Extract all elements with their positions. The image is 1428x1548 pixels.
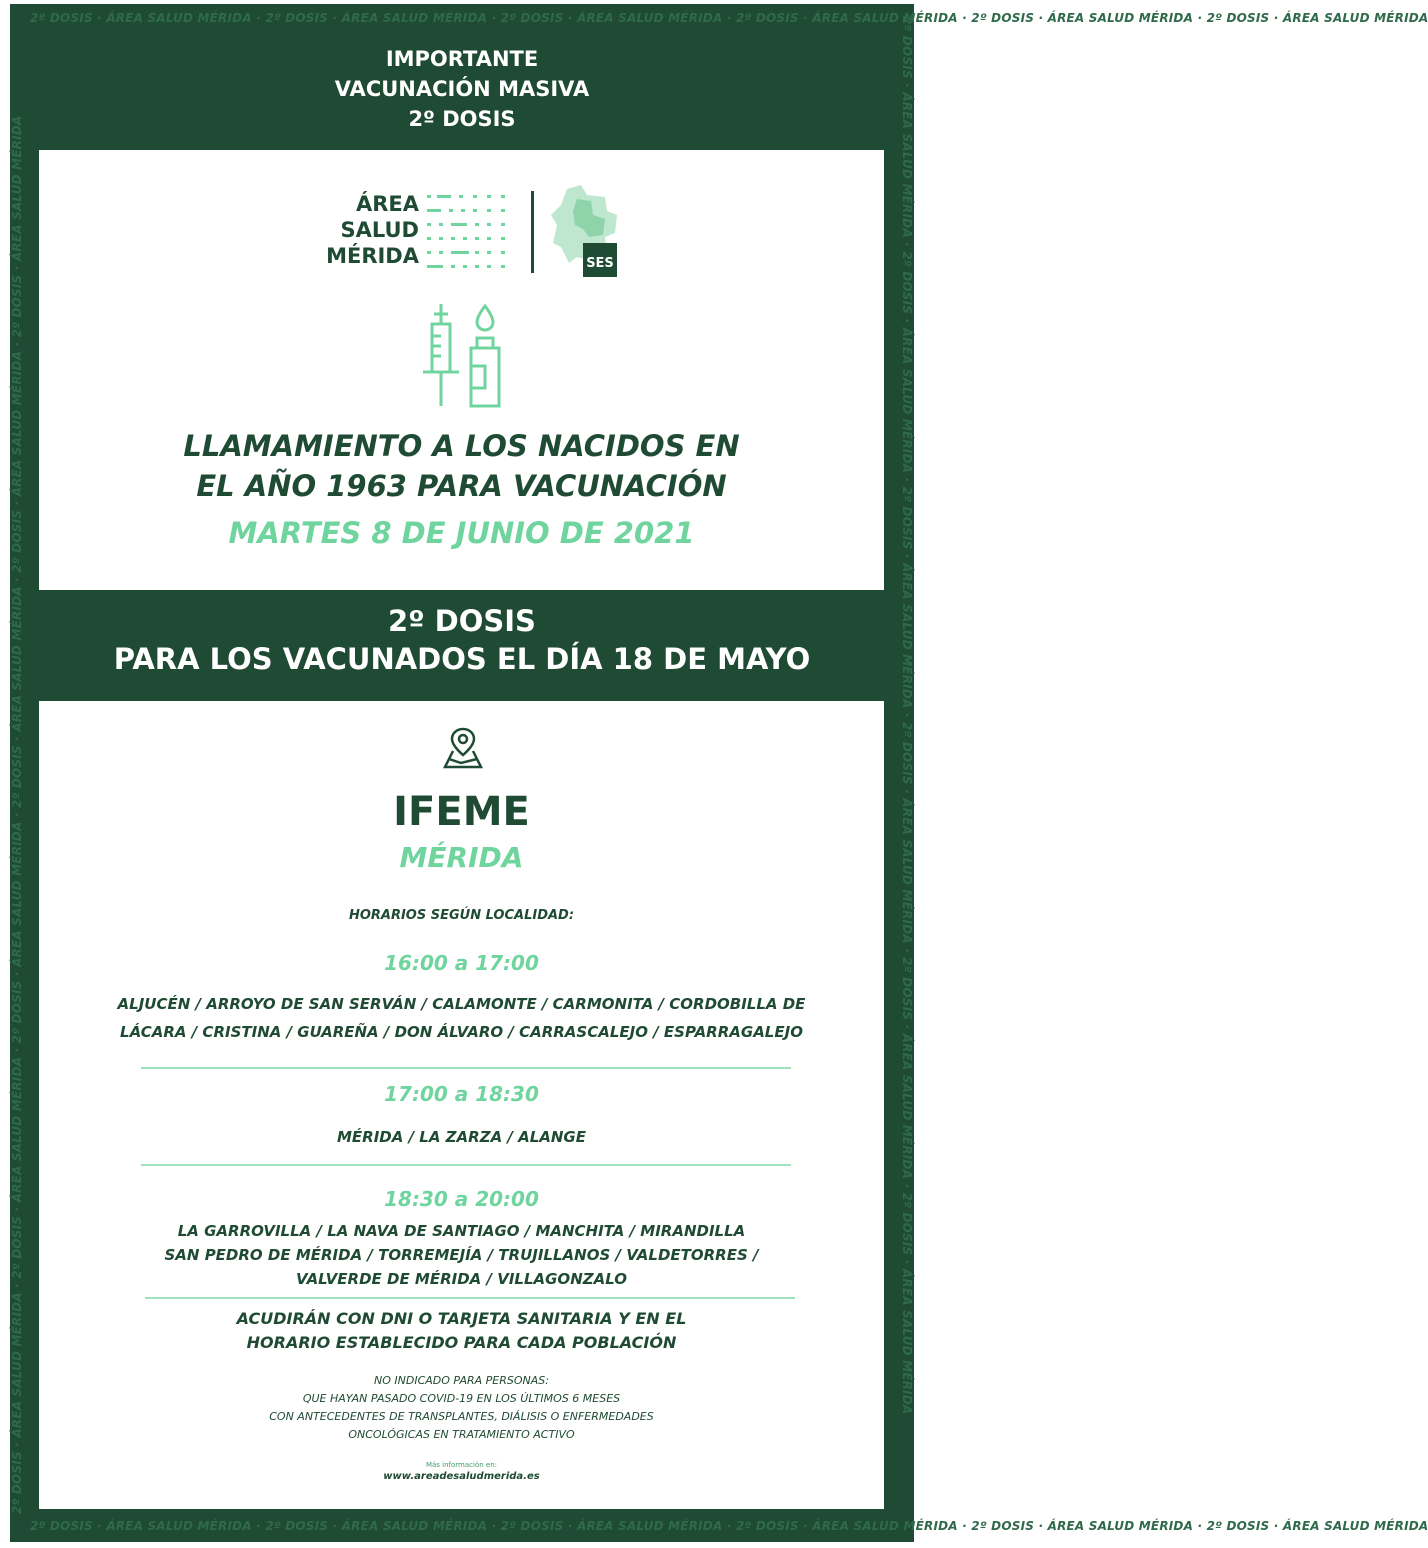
border-text-bottom: 2º DOSIS · ÁREA SALUD MÉRIDA · 2º DOSIS · ÁREA SALUD MÉRIDA · 2º DOSIS · ÁREA SALUD MÉRIDA · 2º DOSIS · ÁREA SALUD MÉRIDA · 2º DOSIS · ÁREA SALUD MÉRIDA · 2º DOSIS · ÁREA SALUD MÉRIDA bbox=[30, 1519, 1428, 1533]
notice-line-2: HORARIO ESTABLECIDO PARA CADA POBLACIÓN bbox=[246, 1333, 677, 1352]
header-line-vacunacion: VACUNACIÓN MASIVA bbox=[334, 77, 590, 101]
slot-time-2: 17:00 a 18:30 bbox=[384, 1082, 539, 1106]
header-line-dosis: 2º DOSIS bbox=[408, 107, 516, 131]
website-link[interactable]: www.areadesaludmerida.es bbox=[383, 1471, 540, 1482]
contraindications-disclaimer bbox=[39, 1372, 884, 1444]
call-title-line-2: EL AÑO 1963 PARA VACUNACIÓN bbox=[196, 469, 727, 503]
notice-line-1: ACUDIRÁN CON DNI O TARJETA SANITARIA Y EN EL bbox=[236, 1309, 687, 1328]
band-line-vacunados: PARA LOS VACUNADOS EL DÍA 18 DE MAYO bbox=[113, 642, 811, 676]
slot-3-towns-line-1: LA GARROVILLA / LA NAVA DE SANTIAGO / MANCHITA / MIRANDILLA bbox=[177, 1222, 746, 1240]
slot-time-1: 16:00 a 17:00 bbox=[384, 951, 539, 975]
area-salud-logo bbox=[309, 185, 629, 275]
logo-dot-pattern-icon bbox=[427, 193, 519, 275]
top-panel bbox=[39, 150, 884, 590]
disclaimer-line-4: ONCOLÓGICAS EN TRATAMIENTO ACTIVO bbox=[348, 1428, 575, 1441]
border-text-top: 2º DOSIS · ÁREA SALUD MÉRIDA · 2º DOSIS · ÁREA SALUD MÉRIDA · 2º DOSIS · ÁREA SALUD MÉRIDA · 2º DOSIS · ÁREA SALUD MÉRIDA · 2º DOSIS · ÁREA SALUD MÉRIDA · 2º DOSIS · ÁREA SALUD MÉRIDA bbox=[30, 11, 1428, 25]
id-card-notice bbox=[39, 1307, 884, 1355]
border-text-right: 2º DOSIS · ÁREA SALUD MÉRIDA · 2º DOSIS · ÁREA SALUD MÉRIDA · 2º DOSIS · ÁREA SALUD MÉRIDA · 2º DOSIS · ÁREA SALUD MÉRIDA · 2º DOSIS · ÁREA SALUD MÉRIDA · 2º DOSIS · ÁREA SALUD MÉRIDA bbox=[900, 16, 914, 1415]
poster-header bbox=[10, 44, 914, 134]
slot-towns-3 bbox=[59, 1219, 864, 1291]
more-info-label: Más información en: bbox=[425, 1461, 498, 1469]
slot-towns-2 bbox=[59, 1123, 864, 1151]
slot-time-3: 18:30 a 20:00 bbox=[384, 1187, 539, 1211]
divider-rule bbox=[141, 1164, 791, 1166]
disclaimer-line-3: CON ANTECEDENTES DE TRANSPLANTES, DIÁLISIS O ENFERMEDADES bbox=[269, 1410, 654, 1423]
disclaimer-line-1: NO INDICADO PARA PERSONAS: bbox=[374, 1374, 549, 1387]
second-dose-band bbox=[10, 602, 914, 678]
slot-3-towns-line-3: VALVERDE DE MÉRIDA / VILLAGONZALO bbox=[295, 1270, 628, 1288]
logo-word-merida: MÉRIDA bbox=[326, 244, 419, 268]
logo-wordmark bbox=[309, 191, 419, 269]
schedule-label: HORARIOS SEGÚN LOCALIDAD: bbox=[348, 908, 575, 923]
call-date: MARTES 8 DE JUNIO DE 2021 bbox=[228, 516, 695, 550]
slot-2-towns-line-1: MÉRIDA / LA ZARZA / ALANGE bbox=[336, 1128, 586, 1146]
slot-1-towns-line-2: LÁCARA / CRISTINA / GUAREÑA / DON ÁLVARO / CARRASCALEJO / ESPARRAGALEJO bbox=[120, 1023, 803, 1041]
call-title bbox=[39, 426, 884, 506]
poster bbox=[10, 4, 1428, 1542]
vaccine-syringe-vial-icon bbox=[419, 302, 509, 412]
logo-divider bbox=[531, 191, 534, 273]
location-map-pin-icon bbox=[441, 725, 485, 771]
bottom-panel bbox=[39, 701, 884, 1509]
venue-name: IFEME bbox=[393, 789, 530, 835]
venue-city: MÉRIDA bbox=[399, 841, 524, 874]
band-line-dosis: 2º DOSIS bbox=[388, 604, 536, 638]
logo-word-salud: SALUD bbox=[340, 218, 419, 242]
slot-3-towns-line-2: SAN PEDRO DE MÉRIDA / TORREMEJÍA / TRUJILLANOS / VALDETORRES / bbox=[164, 1246, 759, 1264]
ses-extremadura-logo-icon bbox=[547, 185, 619, 277]
disclaimer-line-2: QUE HAYAN PASADO COVID-19 EN LOS ÚLTIMOS 6 MESES bbox=[302, 1392, 621, 1405]
call-title-line-1: LLAMAMIENTO A LOS NACIDOS EN bbox=[183, 429, 740, 463]
divider-rule bbox=[141, 1067, 791, 1069]
logo-word-area: ÁREA bbox=[355, 192, 419, 216]
ses-label: SES bbox=[586, 256, 614, 271]
slot-towns-1 bbox=[59, 990, 864, 1046]
border-text-left: 2º DOSIS · ÁREA SALUD MÉRIDA · 2º DOSIS · ÁREA SALUD MÉRIDA · 2º DOSIS · ÁREA SALUD MÉRIDA · 2º DOSIS · ÁREA SALUD MÉRIDA · 2º DOSIS · ÁREA SALUD MÉRIDA · 2º DOSIS · ÁREA SALUD MÉRIDA bbox=[10, 115, 24, 1514]
divider-rule bbox=[145, 1297, 795, 1299]
slot-1-towns-line-1: ALJUCÉN / ARROYO DE SAN SERVÁN / CALAMONTE / CARMONITA / CORDOBILLA DE bbox=[117, 995, 806, 1013]
header-line-importante: IMPORTANTE bbox=[385, 47, 539, 71]
